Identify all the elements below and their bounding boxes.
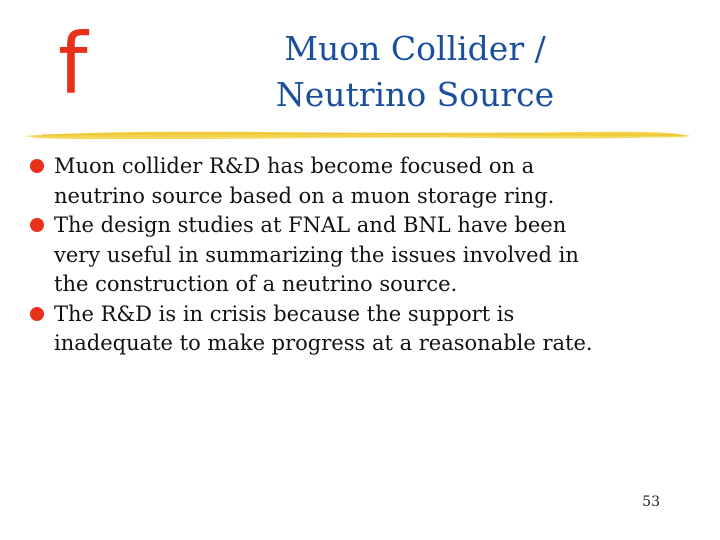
- bullet-text-line: the construction of a neutrino source.: [54, 272, 458, 296]
- slide-title: [200, 26, 630, 118]
- bullet-dot-icon: [30, 307, 44, 321]
- bullet-item: [30, 152, 710, 211]
- title-divider-brushstroke: [22, 126, 694, 146]
- page-number: 53: [642, 494, 660, 510]
- slide-title-line-2: Neutrino Source: [275, 75, 555, 114]
- bullet-item: [30, 211, 710, 300]
- slide-title-line-1: Muon Collider /: [284, 29, 546, 68]
- bullet-text-line: neutrino source based on a muon storage ring.: [54, 183, 555, 208]
- bullet-text-line: The R&D is in crisis because the support is: [54, 301, 515, 326]
- bullet-text-line: The design studies at FNAL and BNL have been: [54, 213, 567, 237]
- bullet-dot-icon: [30, 218, 44, 232]
- logo-letter-f: f: [58, 15, 88, 113]
- bullet-text-line: Muon collider R&D has become focused on a: [54, 154, 535, 178]
- bullet-dot-icon: [30, 159, 44, 173]
- bullet-list: [30, 152, 710, 359]
- bullet-item: [30, 300, 710, 359]
- bullet-text-line: very useful in summarizing the issues involved in: [54, 242, 579, 267]
- bullet-text-line: inadequate to make progress at a reasonable rate.: [54, 331, 593, 355]
